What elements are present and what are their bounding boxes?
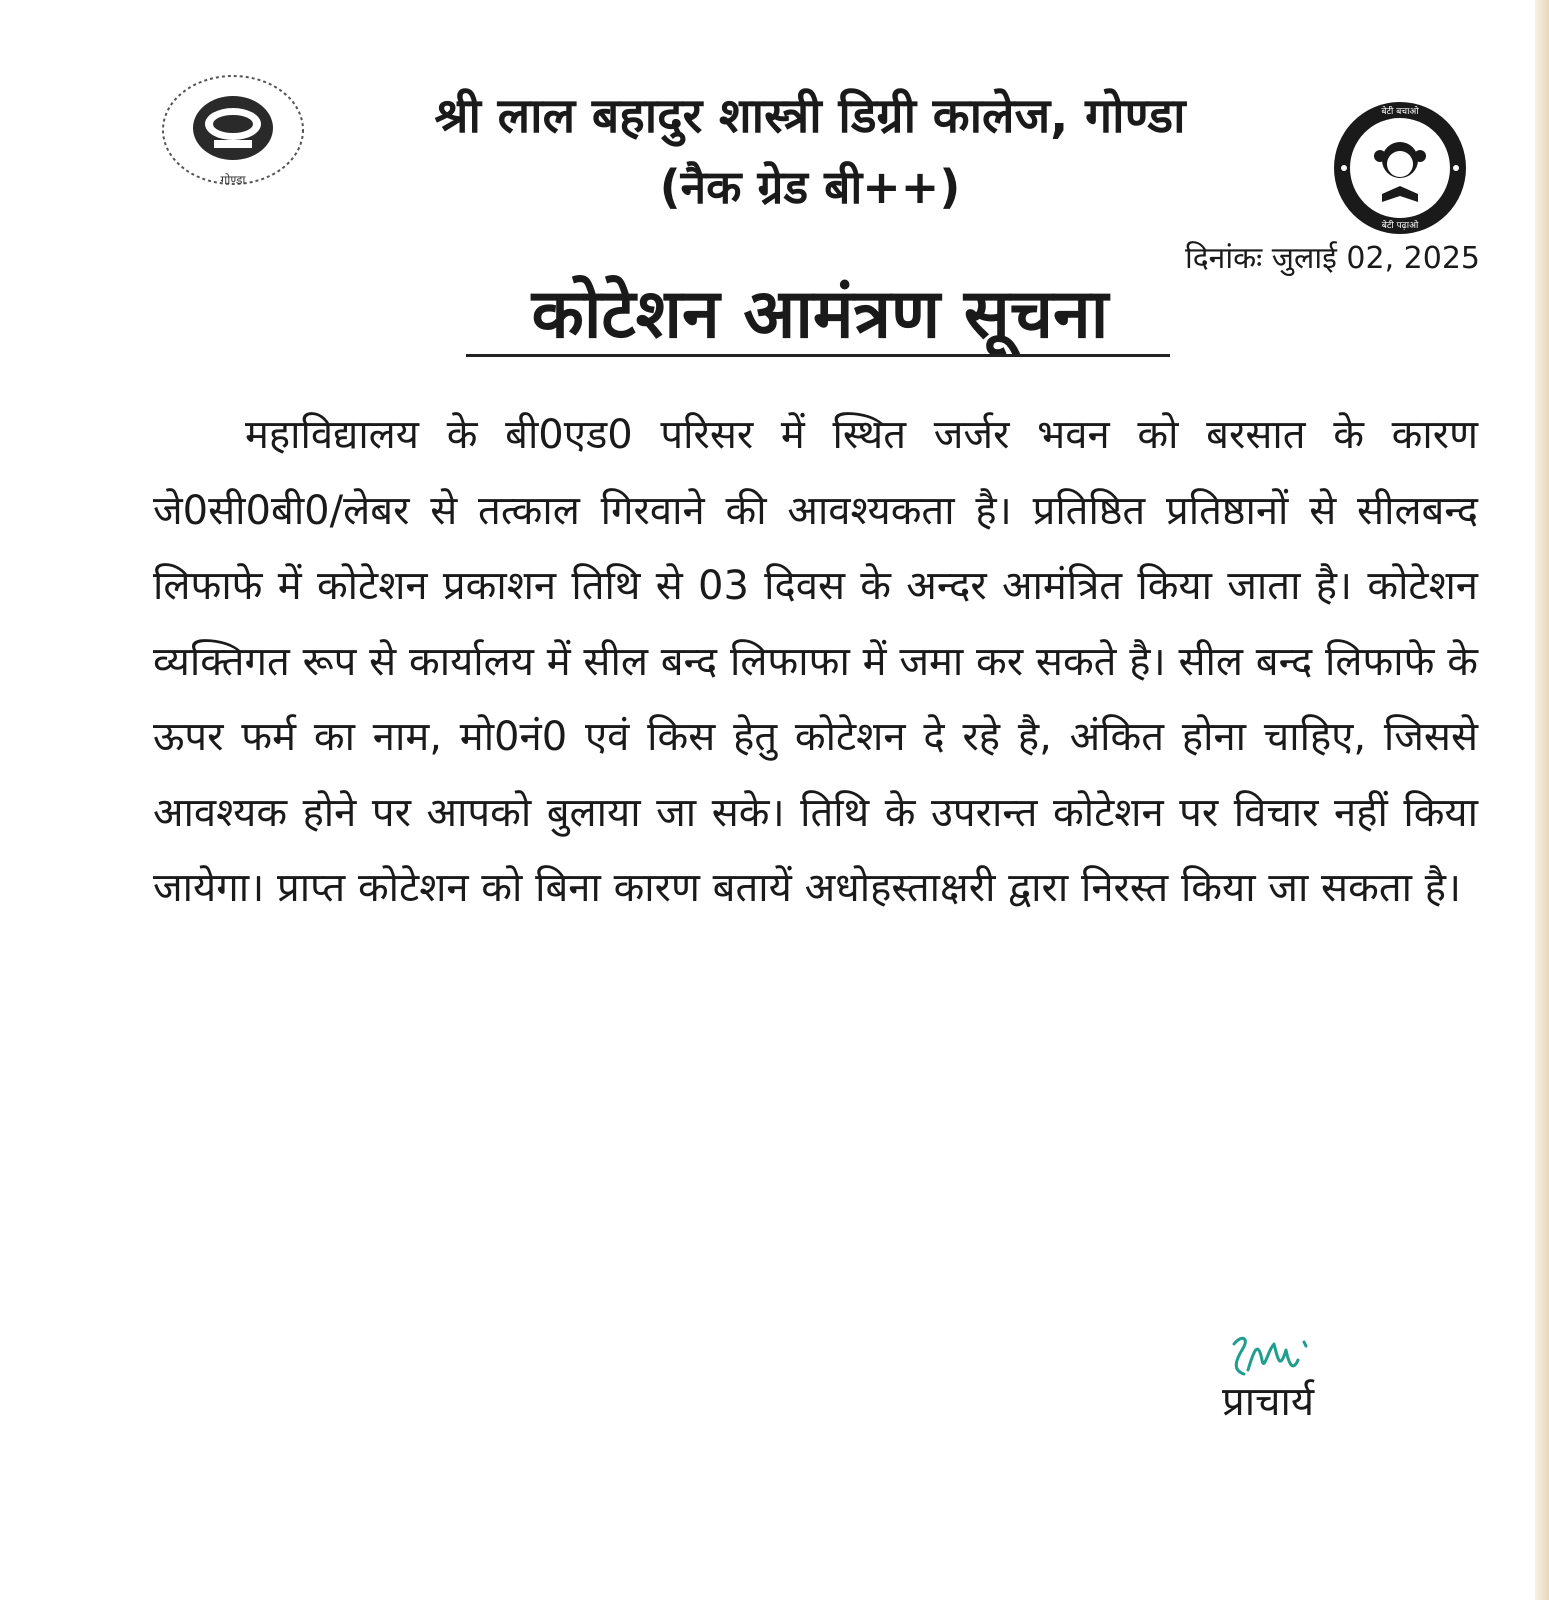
notice-title: कोटेशन आमंत्रण सूचना <box>531 275 1109 354</box>
principal-designation: प्राचार्य <box>1222 1379 1315 1425</box>
paper-edge <box>1535 0 1549 1600</box>
notice-body: महाविद्यालय के बी0एड0 परिसर में स्थित जर्जर भवन को बरसात के कारण जे0सी0बी0/लेबर से तत्काल गिरवाने की आवश्यकता है। प्रतिष्ठित प्रतिष्ठानों से सीलबन्द लिफाफे में कोटेशन प्रकाशन तिथि से 03 दिवस के अन्दर आमंत्रित किया जाता है। कोटेशन व्यक्तिगत रूप से कार्यालय में सील बन्द लिफाफा में जमा कर सकते है। सील बन्द लिफाफे के ऊपर फर्म का नाम, मो0नं0 एवं किस हेतु कोटेशन दे रहे है, अंकित होना चाहिए, जिससे आवश्यक होने पर आपको बुलाया जा सके। तिथि के उपरान्त कोटेशन पर विचार नहीं किया जायेगा। प्राप्त कोटेशन को बिना कारण बतायें अधोहस्ताक्षरी द्वारा निरस्त किया जा सकता है। <box>153 412 1478 911</box>
title-underline <box>466 354 1170 357</box>
notice-date <box>1100 236 1480 277</box>
beti-bachao-emblem-logo <box>1330 98 1470 238</box>
date-value: जुलाई 02, 2025 <box>1271 241 1480 276</box>
svg-text:बेटी बचाओ: बेटी बचाओ <box>1381 107 1419 117</box>
date-label: दिनांकः <box>1184 241 1263 276</box>
svg-text:गोण्डा: गोण्डा <box>220 173 246 187</box>
naac-grade: (नैक ग्रेड बी++) <box>659 160 961 214</box>
college-name: श्री लाल बहादुर शास्त्री डिग्री कालेज, गोण्डा <box>434 88 1186 144</box>
college-seal-logo <box>158 72 308 192</box>
svg-text:बेटी पढ़ाओ: बेटी पढ़ाओ <box>1381 221 1419 231</box>
